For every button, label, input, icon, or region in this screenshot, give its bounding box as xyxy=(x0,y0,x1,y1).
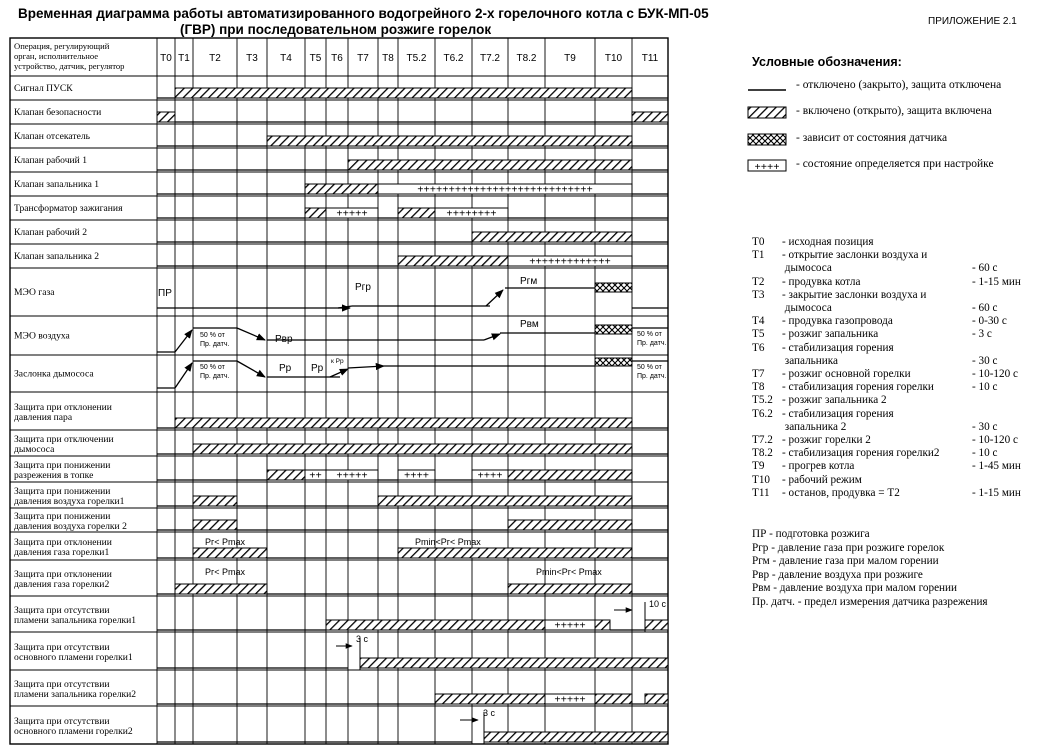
annotation-rp: Рр xyxy=(279,363,292,374)
meo-air-arrow xyxy=(237,328,265,340)
row-label: Заслонка дымососа xyxy=(14,368,94,380)
period-code: T3 xyxy=(752,288,765,301)
header-column-T11: T11 xyxy=(641,53,659,64)
annotation-50pct: Пр. датч. xyxy=(200,373,230,380)
period-code: T1 xyxy=(752,249,765,262)
annotation-rvm: Рвм xyxy=(520,319,539,330)
on-bar xyxy=(632,112,668,122)
header-column-T5.2: T5.2 xyxy=(406,53,427,64)
on-bar xyxy=(193,548,267,558)
setup-plus: +++++ xyxy=(554,693,586,706)
damper-arrow xyxy=(348,366,384,368)
period-entry xyxy=(752,486,1021,500)
on-bar xyxy=(508,584,632,594)
row-label: основного пламени горелки2 xyxy=(14,726,133,737)
annotation-50pct: 50 % от xyxy=(200,364,225,371)
period-duration: - 10 с xyxy=(972,447,998,460)
setup-plus: ++++++++++++++++++++++++++++ xyxy=(417,183,593,196)
on-bar xyxy=(398,548,632,558)
on-bar xyxy=(193,444,632,454)
period-code: T6 xyxy=(752,341,765,354)
on-bar xyxy=(378,496,632,506)
period-duration: - 1-45 мин xyxy=(972,460,1021,473)
row-label: давления газа горелки2 xyxy=(14,579,110,590)
period-entry xyxy=(752,368,1018,381)
annotation-rvr: Рвр xyxy=(275,334,293,345)
period-duration: - 60 с xyxy=(972,262,998,275)
period-desc: - розжиг горелки 2 xyxy=(782,434,871,446)
period-desc: - стабилизация горения горелки2 xyxy=(782,447,940,460)
annotation-3s: 3 с xyxy=(356,634,369,644)
period-entry xyxy=(752,394,887,407)
on-bar xyxy=(305,208,326,218)
period-code: T8 xyxy=(752,381,765,394)
period-code: T0 xyxy=(752,236,765,248)
setup-plus: ++++ xyxy=(403,469,430,482)
row-label: разрежения в топке xyxy=(14,470,94,481)
period-code: T5.2 xyxy=(752,394,773,407)
row-label: Защита при отключении xyxy=(14,434,114,445)
period-desc: дымососа xyxy=(782,262,832,275)
header-column-T7.2: T7.2 xyxy=(479,53,501,64)
period-entry xyxy=(752,315,1007,328)
period-desc: - розжиг основной горелки xyxy=(782,368,911,380)
annotation-50pct: Пр. датч. xyxy=(200,341,230,348)
row-label: основного пламени горелки1 xyxy=(14,652,133,663)
header-column-T1: T1 xyxy=(178,53,190,64)
period-desc: - рабочий режим xyxy=(782,473,862,486)
on-bar xyxy=(348,160,632,170)
period-duration: - 60 с xyxy=(972,302,998,314)
period-entry xyxy=(752,275,1021,289)
on-bar xyxy=(435,694,545,704)
period-desc: - закрытие заслонки воздуха и xyxy=(782,288,927,301)
on-bar xyxy=(508,520,632,530)
setup-plus: ++ xyxy=(309,469,322,482)
on-bar xyxy=(508,470,632,480)
legend-item: - отключено (закрыто), защита отключена xyxy=(796,79,1002,91)
meo-air-sensor xyxy=(595,325,632,334)
period-entry xyxy=(752,289,926,302)
legend-symbols xyxy=(748,90,786,173)
legend-sensor-symbol xyxy=(748,134,786,145)
period-duration: - 10-120 с xyxy=(972,368,1018,380)
period-desc: - продувка котла xyxy=(782,275,861,288)
period-desc: запальника 2 xyxy=(782,420,847,433)
period-entry xyxy=(752,447,998,460)
annotation-pressure-range: Pг< Pmax xyxy=(205,567,246,577)
on-bar xyxy=(305,184,378,194)
period-code: T8.2 xyxy=(752,447,773,460)
annotation-rgm: Ргм xyxy=(520,276,538,287)
on-bar xyxy=(398,208,435,218)
period-desc: - стабилизация горения горелки xyxy=(782,381,934,394)
period-code: T4 xyxy=(752,315,765,328)
setup-plus: +++++ xyxy=(554,619,586,632)
abbreviation-entry: Ргм - давление газа при малом горении xyxy=(752,555,939,567)
period-desc: - розжиг запальника 2 xyxy=(782,394,887,407)
row-label: Клапан рабочий 2 xyxy=(14,227,88,238)
annotation-50pct: 50 % от xyxy=(637,331,662,338)
header-column-T7: T7 xyxy=(357,53,369,64)
period-code: T6.2 xyxy=(752,407,773,420)
diagram-title: Временная диаграмма работы автоматизированного водогрейного 2-х горелочного котла с БУК-МП-05 xyxy=(18,6,709,21)
period-entry xyxy=(752,249,927,262)
period-entry xyxy=(752,354,998,368)
on-bar xyxy=(157,112,175,122)
row-label: Клапан запальника 2 xyxy=(14,251,100,262)
on-bar xyxy=(193,520,237,530)
period-code: T5 xyxy=(752,328,765,341)
annotation-50pct: Пр. датч. xyxy=(637,373,667,380)
state-bars xyxy=(157,88,668,742)
period-duration: - 1-15 мин xyxy=(972,275,1021,288)
row-label: Защита при отклонении xyxy=(14,569,112,580)
meo-air-arrow xyxy=(175,330,192,352)
row-label: Защита при отклонении xyxy=(14,537,112,548)
meo-gas-sensor xyxy=(595,283,632,292)
row-label: Защита при отсутствии xyxy=(14,642,110,653)
damper-arrow xyxy=(237,361,265,377)
header-column-T0: T0 xyxy=(160,53,172,64)
legend-setup-plus: ++++ xyxy=(754,161,780,173)
on-bar xyxy=(595,694,632,704)
annotation-50pct: Пр. датч. xyxy=(637,340,667,347)
period-entry xyxy=(752,474,862,487)
header-column-T6.2: T6.2 xyxy=(443,53,464,64)
period-entry xyxy=(752,342,894,355)
setup-plus: ++++++++ xyxy=(446,207,497,220)
period-desc: - продувка газопровода xyxy=(782,315,893,328)
damper-arrow xyxy=(330,369,348,377)
period-duration: - 0-30 с xyxy=(972,315,1007,328)
appendix-label: ПРИЛОЖЕНИЕ 2.1 xyxy=(928,16,1017,27)
header-column-T9: T9 xyxy=(564,53,576,64)
legend-item: - состояние определяется при настройке xyxy=(796,158,994,170)
setup-plus: +++++ xyxy=(336,207,368,220)
period-duration: - 30 с xyxy=(972,420,998,433)
on-bar xyxy=(645,694,668,704)
header-operation-text: Операция, регулирующий xyxy=(14,41,110,51)
on-bar xyxy=(398,256,508,266)
annotations-layer xyxy=(157,283,668,744)
period-desc: - открытие заслонки воздуха и xyxy=(782,249,928,262)
period-desc: - розжиг запальника xyxy=(782,328,879,341)
period-code: T7 xyxy=(752,368,765,380)
setup-plus: +++++ xyxy=(336,469,368,482)
row-label: Защита при понижении xyxy=(14,511,111,522)
row-label: Защита при понижении xyxy=(14,486,111,497)
annotation-50pct: 50 % от xyxy=(637,364,662,371)
setup-plus: ++++ xyxy=(477,469,503,482)
period-desc: - останов, продувка = Т2 xyxy=(782,486,900,499)
period-duration: - 1-15 мин xyxy=(972,486,1021,499)
period-code: T11 xyxy=(752,486,770,499)
legend-on-symbol xyxy=(748,107,786,118)
annotation-kpr: к Рр xyxy=(331,358,344,365)
abbreviation-entry: Ргр - давление газа при розжиге горелок xyxy=(752,541,945,554)
row-label: давления воздуха горелки1 xyxy=(14,496,125,507)
row-label: Клапан запальника 1 xyxy=(14,179,100,190)
header-column-T2: T2 xyxy=(209,53,221,64)
header-column-T10: T10 xyxy=(604,53,623,64)
on-bar xyxy=(175,584,267,594)
row-label: Защита при отсутствии xyxy=(14,716,110,727)
on-bar xyxy=(175,88,632,98)
period-desc: - исходная позиция xyxy=(782,236,874,248)
period-entry xyxy=(752,420,998,434)
row-label: Защита при отсутствии xyxy=(14,605,110,616)
row-label: Клапан рабочий 1 xyxy=(14,155,88,166)
row-label: давления пара xyxy=(14,412,73,423)
period-duration: - 10-120 с xyxy=(972,434,1018,446)
damper-arrow xyxy=(175,363,192,388)
legend-title: Условные обозначения: xyxy=(752,55,902,69)
meo-air-arrow xyxy=(484,334,500,340)
period-desc: - стабилизация горения xyxy=(782,341,894,354)
period-desc: - прогрев котла xyxy=(782,460,855,473)
row-label: Защита при отклонении xyxy=(14,402,112,413)
period-duration: - 30 с xyxy=(972,354,998,367)
period-desc: дымососа xyxy=(782,302,832,314)
period-entry xyxy=(752,302,998,315)
row-label: Сигнал ПУСК xyxy=(14,83,73,94)
abbreviation-entry: Рвр - давление воздуха при розжиге xyxy=(752,568,923,581)
period-entry xyxy=(752,434,1018,447)
header-column-T3: T3 xyxy=(246,53,258,64)
legend-item: - включено (открыто), защита включена xyxy=(796,105,992,117)
header-column-T8.2: T8.2 xyxy=(516,53,537,64)
period-desc: - стабилизация горения xyxy=(782,407,894,420)
setup-plus: +++++++++++++ xyxy=(529,255,611,268)
period-duration: - 3 с xyxy=(972,328,992,341)
on-bar xyxy=(472,232,632,242)
header-column-T4: T4 xyxy=(280,53,292,64)
period-entry xyxy=(752,262,998,275)
diagram-subtitle: (ГВР) при последовательном розжиге горелок xyxy=(180,22,492,37)
period-code: T9 xyxy=(752,460,765,473)
period-entry xyxy=(752,236,873,249)
on-bar xyxy=(645,620,668,630)
annotation-pressure-range: Pmin<Pг< Pmax xyxy=(415,537,481,547)
on-bar xyxy=(193,496,237,506)
annotation-pressure-range: Pmin<Pг< Pmax xyxy=(536,567,602,577)
header-column-T5: T5 xyxy=(309,53,322,64)
row-label: давления газа горелки1 xyxy=(14,547,110,558)
annotation-pressure-range: Pг< Pmax xyxy=(205,537,246,547)
abbreviation-entry: Пр. датч. - предел измерения датчика разрежения xyxy=(752,595,988,608)
abbreviation-entry: ПР - подготовка розжига xyxy=(752,528,870,540)
period-code: T2 xyxy=(752,275,765,288)
meo-gas-arrow xyxy=(486,290,503,306)
row-label: Клапан безопасности xyxy=(14,107,102,118)
on-bar xyxy=(484,732,668,742)
period-entry xyxy=(752,381,998,394)
row-label: Клапан отсекатель xyxy=(14,131,90,142)
annotation-50pct: 50 % от xyxy=(200,332,225,339)
row-label: пламени запальника горелки1 xyxy=(14,615,137,626)
period-entry xyxy=(752,328,992,341)
period-duration: - 10 с xyxy=(972,381,998,394)
row-label: МЭО газа xyxy=(14,287,55,298)
row-label: Защита при отсутствии xyxy=(14,679,110,690)
row-label: давления воздуха горелки 2 xyxy=(14,521,127,532)
annotation-3s: 3 с xyxy=(483,708,496,718)
period-entry xyxy=(752,460,1021,473)
on-bar xyxy=(175,418,632,428)
period-entry xyxy=(752,408,894,421)
on-bar xyxy=(267,136,632,146)
annotation-rgr: Ргр xyxy=(355,282,371,293)
header-operation-text: устройство, датчик, регулятор xyxy=(14,61,125,71)
on-bar xyxy=(267,470,305,480)
header-column-T8: T8 xyxy=(382,53,394,64)
on-bar xyxy=(326,620,545,630)
annotation-rp: Рр xyxy=(311,363,324,374)
row-label: Трансформатор зажигания xyxy=(14,203,123,214)
on-bar xyxy=(360,658,668,668)
period-code: T7.2 xyxy=(752,434,773,446)
row-label: МЭО воздуха xyxy=(14,330,70,342)
row-label: пламени запальника горелки2 xyxy=(14,689,137,700)
legend-item: - зависит от состояния датчика xyxy=(796,132,948,144)
period-code: T10 xyxy=(752,473,771,486)
damper-sensor xyxy=(595,358,632,366)
row-label: Защита при понижении xyxy=(14,460,111,471)
row-label: дымососа xyxy=(14,444,55,455)
header-operation-text: орган, исполнительное xyxy=(14,51,99,61)
header-column-T6: T6 xyxy=(331,53,343,64)
meo-gas-line xyxy=(157,306,352,308)
annotation-pr: ПР xyxy=(158,288,172,299)
abbreviation-entry: Рвм - давление воздуха при малом горении xyxy=(752,582,957,594)
period-desc: запальника xyxy=(782,354,838,367)
annotation-10s: 10 с xyxy=(649,599,667,609)
on-bar xyxy=(595,620,610,630)
